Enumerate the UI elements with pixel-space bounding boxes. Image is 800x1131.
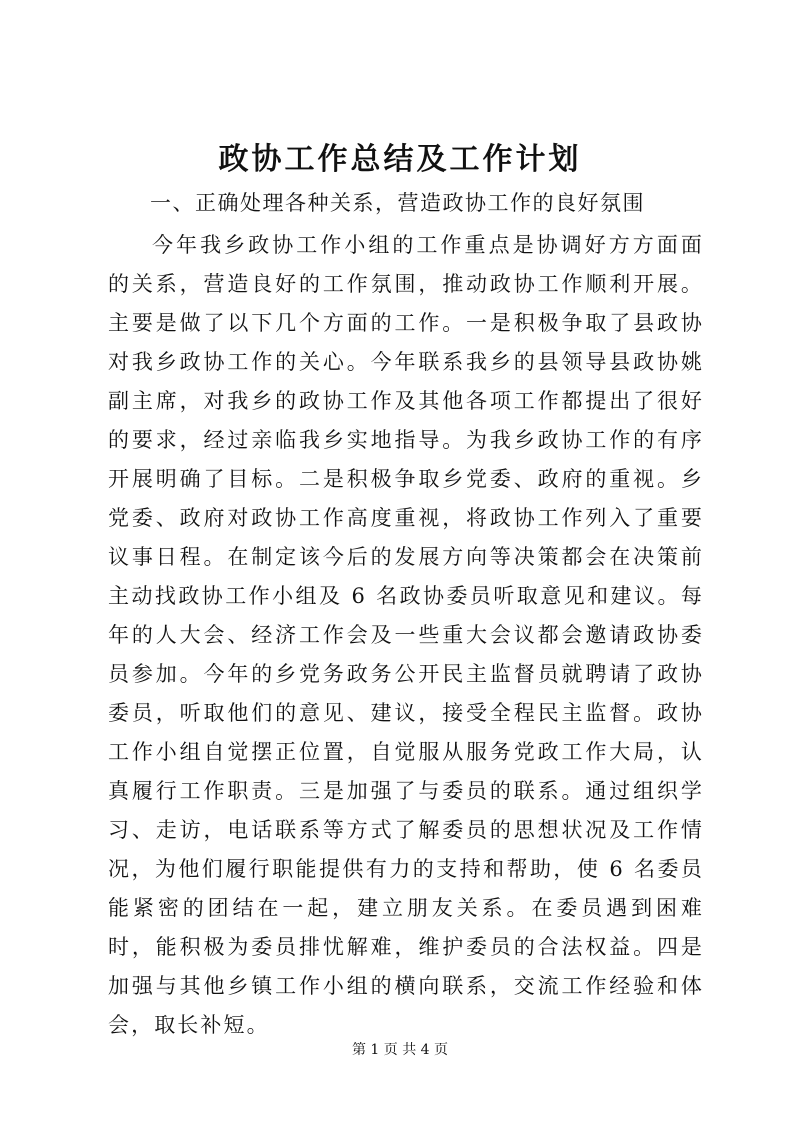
body-paragraph: 今年我乡政协工作小组的工作重点是协调好方方面面的关系，营造良好的工作氛围，推动政协工作顺利开展。主要是做了以下几个方面的工作。一是积极争取了县政协对我乡政协工作的关心。今年联系我乡的县领导县政协姚副主席，对我乡的政协工作及其他各项工作都提出了很好的要求，经过亲临我乡实地指导。为我乡政协工作的有序开展明确了目标。二是积极争取乡党委、政府的重视。乡党委、政府对政协工作高度重视，将政协工作列入了重要议事日程。在制定该今后的发展方向等决策都会在决策前主动找政协工作小组及 6 名政协委员听取意见和建议。每年的人大会、经济工作会及一些重大会议都会邀请政协委员参加。今年的乡党务政务公开民主监督员就聘请了政协委员，听取他们的意见、建议，接受全程民主监督。政协工作小组自觉摆正位置，自觉服从服务党政工作大局，认真履行工作职责。三是加强了与委员的联系。通过组织学习、走访，电话联系等方式了解委员的思想状况及工作情况，为他们履行职能提供有力的支持和帮助，使 6 名委员能紧密的团结在一起，建立朋友关系。在委员遇到困难时，能积极为委员排忧解难，维护委员的合法权益。四是加强与其他乡镇工作小组的横向联系，交流工作经验和体会，取长补短。 [108, 233, 704, 1037]
page-footer: 第 1 页 共 4 页 [351, 1042, 449, 1058]
document-title: 政协工作总结及工作计划 [218, 142, 582, 177]
section-heading: 一、正确处理各种关系，营造政协工作的良好氛围 [150, 191, 645, 215]
